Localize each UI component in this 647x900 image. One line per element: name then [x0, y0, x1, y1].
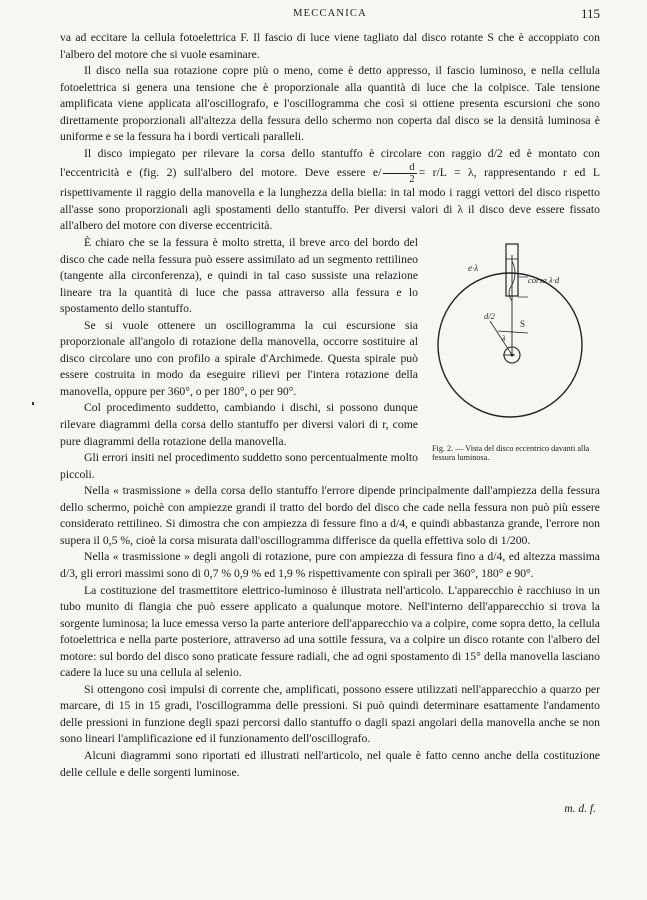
paragraph-4: È chiaro che se la fessura è molto stretta, il breve arco del bordo del disco che cade nella fessura può essere assimilato ad un segmento rettilineo (tangente alla circonferenza), e quindi in tal caso sussiste una relazione lineare tra la quantità di luce che passa attraverso alla fessura e lo spostamento dello stantuffo.	[60, 236, 418, 316]
paragraph-12: Alcuni diagrammi sono riportati ed illustrati nell'articolo, nel quale è fatto cenno anche della costituzione delle cellule e delle sorgenti luminose.	[60, 748, 600, 779]
page-header	[60, 6, 600, 22]
paragraph-6: Col procedimento suddetto, cambiando i dischi, si possono dunque rilevare diagrammi della corsa dello stantuffo per diversi valori di r, come pure diagrammi della rotazione della manovella.	[60, 401, 418, 448]
figure-caption: Fig. 2. — Vista del disco eccentrico davanti alla fessura luminosa.	[432, 444, 590, 463]
disc-diagram	[432, 237, 600, 442]
label-e-lambda: e∙λ	[468, 263, 479, 274]
fraction-d-over-2	[383, 162, 416, 185]
label-d-half: d/2	[484, 311, 495, 322]
page-number: 115	[580, 6, 600, 21]
author-signature: m. d. f.	[564, 803, 596, 816]
fraction-numerator: d	[383, 162, 416, 174]
article-body	[60, 30, 600, 818]
paragraph-10: La costituzione del trasmettitore elettrico-luminoso è illustrata nell'articolo. L'apparecchio è racchiuso in un tubo munito di flangia che può essere applicato a qualunque motore. Nell'interno dell'apparecchio si trova la sorgente luminosa; la luce emessa verso la parte anteriore dell'apparecchio va a colpire, come sopra detto, la cellula fotoelettrica e nella parte posteriore, attraverso ad una sottile fessura, va a colpire un disco rotante con l'albero del motore: sul bordo del disco sono praticate fessure radiali, che ad ogni spostamento di 15° della manovella lasciano cadere la luce su una cellula al selenio.	[60, 583, 600, 680]
fraction-denominator: 2	[409, 174, 415, 186]
paragraph-3	[60, 146, 600, 235]
paragraph-2: Il disco nella sua rotazione copre più o meno, come è detto appresso, il fascio luminoso, e nella cellula fotoelettrica si genera una tensione che è proporzionale alla quantità di luce che la colpisce. Tale tensione amplificata viene applicata all'oscillografo, e l'oscillogramma che così si ottiene presenta escursioni che sono direttamente proporzionali all'altezza della fessura dello schermo non coperta dal disco se la densità luminosa è uniforme e se la fessura ha i bordi verticali paralleli.	[60, 64, 600, 144]
label-s: S	[520, 319, 526, 330]
paragraph-3-start: Il disco impiegato per rilevare la corsa dello stantuffo è circolare con raggio d/2 ed è montato con l'eccentricità e (fig. 2) sull'albero del motore. Deve essere e/	[60, 146, 600, 180]
paragraph-1: va ad eccitare la cellula fotoelettrica F. Il fascio di luce viene tagliato dal disco rotante S che è accoppiato con l'albero del motore che si vuole esaminare.	[60, 31, 600, 61]
paragraph-5: Se si vuole ottenere un oscillogramma la cui escursione sia proporzionale all'angolo di rotazione della manovella, occorre sostituire al disco circolare uno con profilo a spirale d'Archimede. Questa spirale può essere costruita in modo da eseguire rilievi per l'intera rotazione della manovella, oppure per 360°, o per 180°, o per 90°.	[60, 318, 418, 398]
paragraph-11: Si ottengono così impulsi di corrente che, amplificati, possono essere utilizzati nell'apparecchio a quarzo per marcare, di 15 in 15 gradi, l'oscillogramma delle pressioni. Si può quindi determinare esattamente l'andamento delle pressioni in funzione degli spazi percorsi dallo stantuffo o dagli spazi angolari della manovella anche se non sono lineari l'amplificazione ed il funzionamento dell'oscillografo.	[60, 682, 600, 746]
label-lambda: λ	[502, 333, 506, 344]
paragraph-7: Gli errori insiti nel procedimento suddetto sono percentualmente molto piccoli.	[60, 451, 418, 481]
radius-line	[490, 321, 512, 355]
label-corsa: corsa λ·d	[528, 275, 560, 286]
figure-2	[432, 237, 600, 463]
paragraph-9: Nella « trasmissione » degli angoli di rotazione, pure con ampiezza di fessura fino a d/4, ed altezza massima d/3, gli errori massimi sono di 0,7 % 0,9 % ed 1,9 % rispettivamente con spirali per 360°, 180° e 90°.	[60, 550, 600, 580]
paragraph-3-end: = r/L = λ, rappresentando r ed L rispettivamente il raggio della manovella e la lunghezza della biella: in tal modo i raggi vettori del disco rispetto all'asse sono proporzionali agli spostamenti dello stantuffo. Per diversi valori di λ il disco deve essere fissato all'albero del motore con diverse eccentricità.	[60, 166, 600, 233]
margin-mark	[32, 402, 34, 405]
paragraph-8: Nella « trasmissione » della corsa dello stantuffo l'errore dipende principalmente dall'ampiezza della fessura dello schermo, poichè con ampiezze grandi il tratto del bordo del disco che cade nella fessura non può più essere considerato rettilineo. Si dimostra che con ampiezza di fessure fino a d/4, e quindi abbastanza grande, l'errore non supera il 0,5 %, cioè la corsa misurata dall'oscillogramma differisce da quella effettiva solo di 1/200.	[60, 484, 600, 547]
eccentric-disc-outline	[438, 273, 582, 417]
running-title: MECCANICA	[293, 8, 367, 19]
